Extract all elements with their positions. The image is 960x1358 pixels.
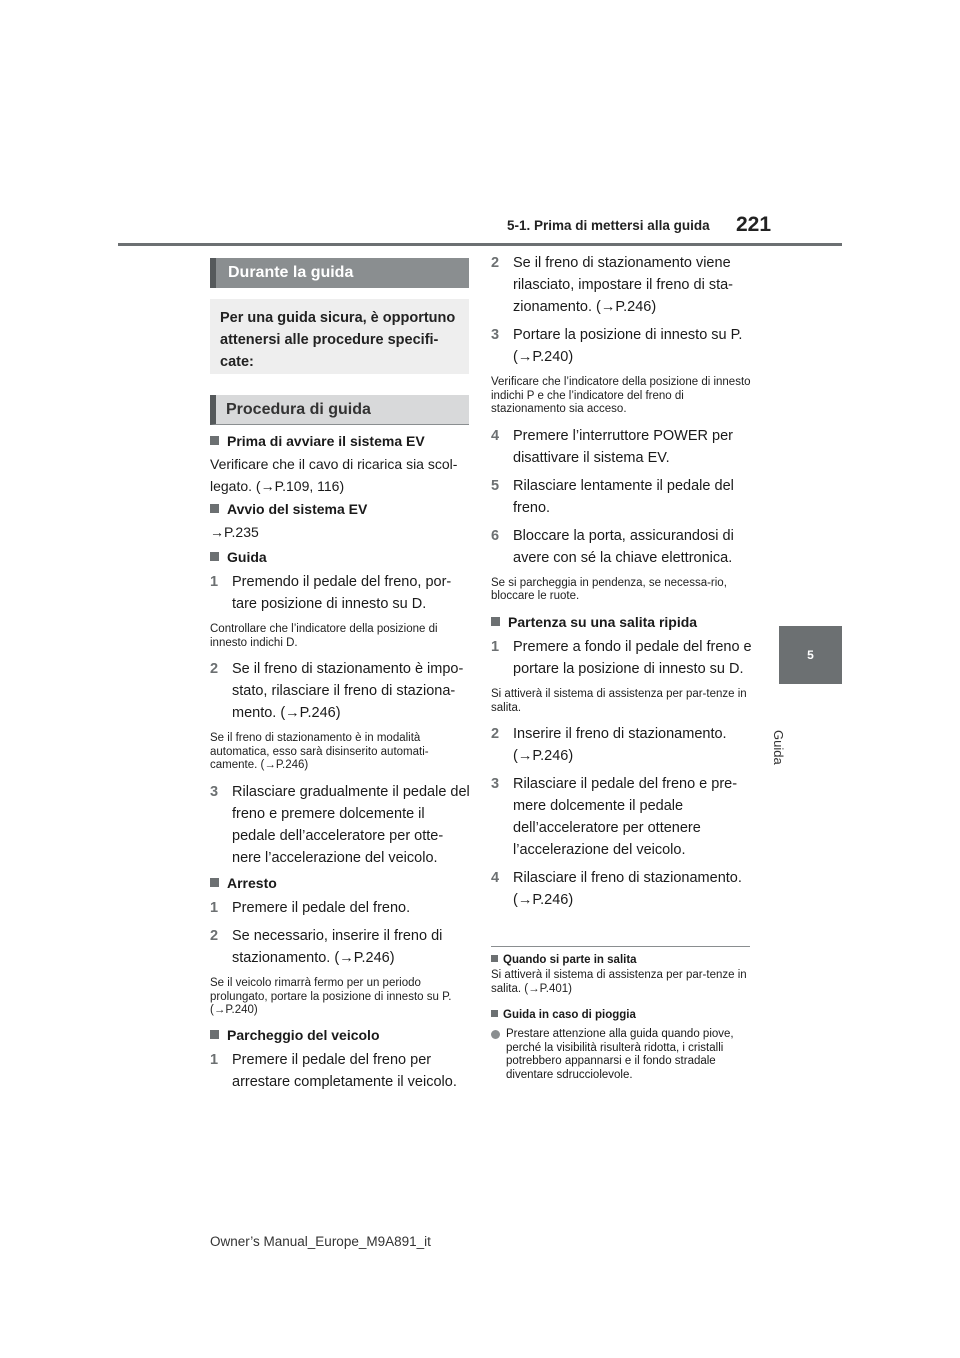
step [210, 571, 472, 615]
running-header: 5-1. Prima di mettersi alla guida [507, 218, 710, 233]
page-number: 221 [736, 213, 772, 236]
bullet-icon [491, 1030, 500, 1039]
step [491, 867, 753, 911]
step-text: Bloccare la porta, assicurandosi di avere con sé la chiave elettronica. [513, 527, 734, 566]
step-text: Rilasciare lentamente il pedale del freno. [513, 477, 734, 516]
step-number: 1 [210, 574, 219, 590]
bullet-item [491, 1028, 750, 1082]
step-number: 2 [210, 661, 219, 677]
step-number: 1 [491, 639, 500, 655]
note: Se il freno di stazionamento è in modalità automatica, esso sarà disinserito automati-camente. (→P.246) [210, 732, 429, 771]
step [210, 1049, 472, 1093]
step [491, 475, 753, 519]
note-heading: Guida in caso di pioggia [491, 1008, 750, 1022]
note: Se si parcheggia in pendenza, se necessa-rio, bloccare le ruote. [491, 576, 727, 602]
chapter-tab: 5 [779, 626, 842, 684]
section-heading: Prima di avviare il sistema EV [210, 431, 472, 451]
step-number: 2 [210, 928, 219, 944]
note: Verificare che l’indicatore della posizione di innesto indichi P e che l’indicatore del freno di stazionamento sia acceso. [491, 376, 751, 415]
paragraph: Verificare che il cavo di ricarica sia scol-legato. (→P.109, 116) [210, 456, 458, 494]
step-number: 3 [491, 327, 500, 343]
step [491, 324, 753, 368]
chapter-label: Guida [771, 730, 786, 765]
step-number: 2 [491, 726, 500, 742]
step [491, 723, 753, 767]
notes-divider [491, 946, 750, 947]
step-text: Se il freno di stazionamento è impo-stato, rilasciare il freno di staziona-mento. (→P.246) [232, 661, 464, 721]
section-prima-avviare [210, 431, 472, 497]
section-banner-durante: Durante la guida [210, 258, 469, 288]
step-number: 3 [491, 776, 500, 792]
step-number: 4 [491, 427, 500, 444]
bullet-text: Prestare attenzione alla guida quando piove, perché la visibilità risulterà ridotta, i cristalli potrebbero appannarsi e il fondo stradale diventare sdrucciolevole. [506, 1028, 734, 1081]
step-number: 4 [491, 870, 500, 886]
step [491, 425, 753, 469]
section-heading: Guida [210, 547, 472, 567]
step [491, 773, 753, 861]
section-guida [210, 547, 472, 869]
step [491, 636, 753, 680]
notes-section [491, 953, 750, 1082]
step-text: Rilasciare il pedale del freno e pre-mere dolcemente il pedale dell’acceleratore per ottenere l’accelerazione del veicolo. [513, 776, 738, 858]
step-number: 6 [491, 527, 500, 544]
paragraph: →P.235 [210, 524, 259, 540]
step-number: 3 [210, 783, 219, 800]
header-rule [118, 243, 842, 246]
step [491, 252, 753, 318]
intro-box: Per una guida sicura, è opportuno attenersi alle procedure specifi-cate: [210, 299, 469, 374]
section-heading: Parcheggio del veicolo [210, 1025, 472, 1045]
step [210, 658, 472, 724]
note: Se il veicolo rimarrà fermo per un periodo prolungato, portare la posizione di innesto su P. (→P.240) [210, 977, 452, 1016]
step-text: Rilasciare gradualmente il pedale del freno e premere dolcemente il pedale dell’acceleratore per otte-nere l’accelerazione del veicolo. [232, 783, 470, 866]
step [491, 525, 753, 569]
step-number: 5 [491, 477, 500, 494]
step-text: Premendo il pedale del freno, por-tare posizione di innesto su D. [232, 574, 452, 612]
note: Si attiverà il sistema di assistenza per par-tenze in salita. [491, 688, 747, 714]
note: Controllare che l’indicatore della posizione di innesto indichi D. [210, 623, 438, 649]
note: Si attiverà il sistema di assistenza per par-tenze in salita. (→P.401) [491, 969, 747, 995]
section-banner-procedura: Procedura di guida [210, 395, 469, 425]
section-parcheggio [210, 1025, 472, 1093]
step [210, 781, 472, 869]
step-text: Se necessario, inserire il freno di stazionamento. (→P.246) [232, 928, 443, 966]
step-text: Premere il pedale del freno per arrestare completamente il veicolo. [232, 1052, 457, 1090]
step-text: Portare la posizione di innesto su P. (→P.240) [513, 327, 743, 365]
step-text: Premere il pedale del freno. [232, 900, 411, 916]
section-salita-ripida [491, 612, 753, 911]
parking-continued [491, 252, 753, 604]
section-arresto [210, 873, 472, 1018]
footer-doc-id: Owner’s Manual_Europe_M9A891_it [210, 1234, 431, 1249]
step-number: 1 [210, 900, 219, 916]
step [210, 897, 472, 919]
step-text: Inserire il freno di stazionamento. (→P.246) [513, 726, 727, 764]
section-avvio [210, 499, 472, 543]
step-text: Premere a fondo il pedale del freno e portare la posizione di innesto su D. [513, 639, 752, 677]
section-heading: Partenza su una salita ripida [491, 612, 753, 632]
note-heading: Quando si parte in salita [491, 953, 750, 967]
step-text: Se il freno di stazionamento viene rilasciato, impostare il freno di sta-zionamento. (→P.246) [513, 255, 733, 315]
step-text: Rilasciare il freno di stazionamento. (→P.246) [513, 870, 742, 908]
step-number: 1 [210, 1052, 219, 1068]
step-number: 2 [491, 255, 500, 271]
section-heading: Arresto [210, 873, 472, 893]
section-heading: Avvio del sistema EV [210, 499, 472, 519]
step-text: Premere l’interruttore POWER per disattivare il sistema EV. [513, 427, 733, 466]
step [210, 925, 472, 969]
